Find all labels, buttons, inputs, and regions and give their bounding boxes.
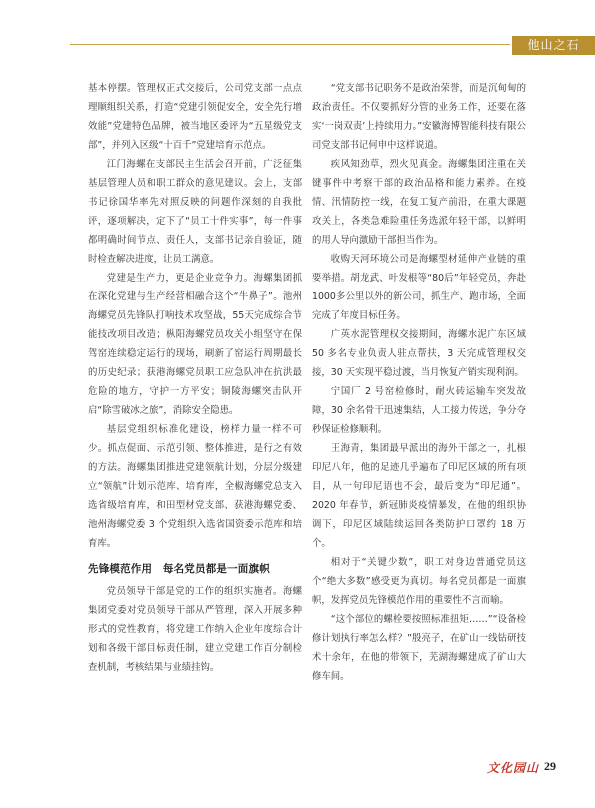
paragraph: 党建是生产力，更是企业竞争力。海螺集团抓在深化党建与生产经营相融合这个“牛鼻子”。池州海螺党员先锋队打响技术攻坚战，55天完成综合节能技改项目改造；枞阳海螺党员攻关小组坚守在保驾窑连续稳定运行的现场，刷新了窑运行周期最长的历史纪录；获港海螺党员职工应急队冲在抗洪最危险的地方，守护一方平安；铜陵海螺突击队开启“除雪破冰之旅”，消除安全隐患。 [88, 272, 302, 417]
paragraph: “党支部书记职务不是政治荣誉，而是沉甸甸的政治责任。不仅要抓好分管的业务工作，还要在落实‘一岗双责’上持续用力。”安徽海博智能科技有限公司党支部书记何申中这样说道。 [312, 83, 526, 151]
paragraph: 疾风知劲草，烈火见真金。海螺集团注重在关键事件中考察干部的政治品格和能力素养。在疫情、汛情防控一线，在复工复产前沿，在重大课题攻关上，各类急难险重任务选派年轻干部，以鲜明的用人导向激励干部担当作为。 [312, 158, 526, 246]
paragraph: 基本停摆。管理权正式交接后，公司党支部一点点理顺组织关系，打造“党建引领促安全，安全先行增效能”党建特色品牌，被当地区委评为“五星级党支部”，并列入区级“十百千”党建培育示范点。 [88, 83, 302, 151]
right-column [312, 80, 526, 687]
left-column [88, 80, 302, 678]
paragraph: 广英水泥管理权交接期间，海螺水泥广东区域 50 多名专业负责人驻点帮扶，3 天完成管理权交接，30 天实现平稳过渡，当月恢复产销实现利润。 [312, 329, 526, 379]
paragraph: “这个部位的螺栓要按照标准扭矩……”“设备检修计划执行率怎么样？”殷亮子，在矿山一线钻研技术十余年，在他的带领下，芜湖海螺建成了矿山大修车间。 [312, 613, 526, 682]
section-heading: 先锋模范作用 每名党员都是一面旗帜 [88, 562, 270, 575]
paragraph: 收购天河环境公司是海螺型材延伸产业链的重要举措。胡龙武、叶发根等“80后”年轻党员，奔赴1000多公里以外的新公司，抓生产、跑市场，全面完成了年度目标任务。 [312, 253, 526, 322]
paragraph: 江门海螺在支部民主生活会召开前，广泛征集基层管理人员和职工群众的意见建议。会上，支部书记徐国华率先对照反映的问题作深刻的自我批评，逐项解决，定下了“员工十件实事”，每一件事都明确时间节点、责任人，支部书记亲自验证，随时检查解决进度，让员工满意。 [88, 158, 302, 265]
section-tab: 他山之石 [512, 36, 595, 55]
magazine-logo: 文化园山 [487, 761, 540, 775]
paragraph: 王海青，集团最早派出的海外干部之一，扎根印尼八年，他的足迹几乎遍布了印尼区域的所有项目，从一句印尼语也不会，最后变为“印尼通”。2020 年春节，新冠肺炎疫情暴发，在他的组织协调下，印尼区域陆续运回各类防护口罩约 18 万个。 [312, 443, 526, 549]
paragraph: 宁国厂 2 号窑检修时，耐火砖运输车突发故障，30 余名骨干迅速集结，人工接力传送，争分夺秒保证检修顺利。 [312, 386, 526, 436]
header-rule [70, 44, 510, 45]
paragraph: 相对于“关键少数”，职工对身边普通党员这个“绝大多数”感受更为真切。每名党员都是一面旗帜，发挥党员先锋模范作用的重要性不言而喻。 [312, 556, 526, 606]
paragraph: 基层党组织标准化建设，榜样力量一样不可少。抓点促面、示范引领、整体推进，是行之有效的方法。海螺集团推进党建领航计划，分层分级建立“领航”计划示范库、培育库，全椒海螺党总支入选省级培育库，和田型材党支部、获港海螺党委、池州海螺党委 3 个党组织入选省国资委示范库和培育库。 [88, 424, 302, 549]
page-number: 29 [544, 759, 556, 773]
paragraph: 党员领导干部是党的工作的组织实施者。海螺集团党委对党员领导干部从严管理，深入开展多种形式的党性教育，将党建工作纳入企业年度综合计划和各级干部目标责任制，建立党建工作百分制检查机制，考核结果与业绩挂钩。 [88, 585, 302, 673]
